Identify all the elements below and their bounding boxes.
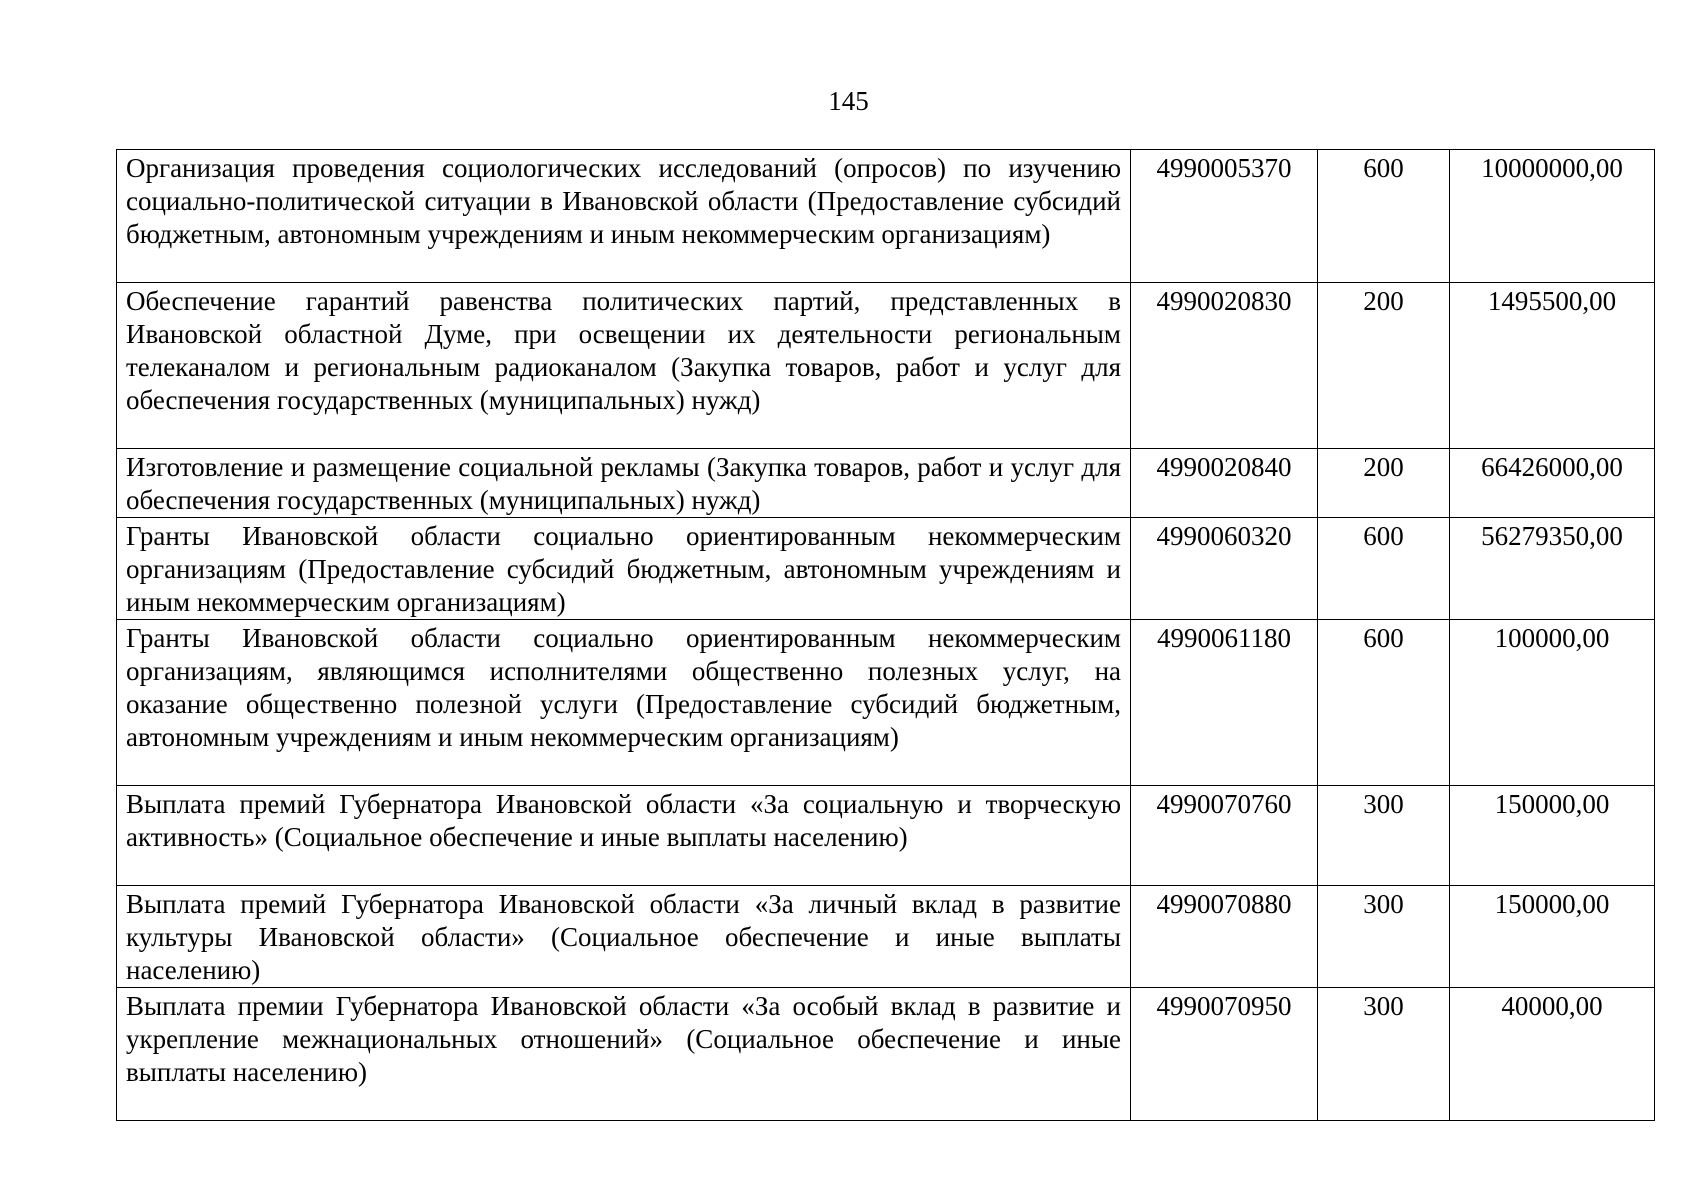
table-row [117,620,1655,786]
row-code: 4990061180 [1131,620,1318,786]
row-expense-type: 300 [1318,988,1450,1121]
row-code: 4990070950 [1131,988,1318,1121]
row-code: 4990060320 [1131,518,1318,620]
row-code: 4990070880 [1131,886,1318,988]
row-code: 4990005370 [1131,150,1318,283]
row-code: 4990020830 [1131,283,1318,449]
row-expense-type: 600 [1318,150,1450,283]
row-amount: 66426000,00 [1450,449,1655,518]
table-row [117,988,1655,1121]
row-description: Гранты Ивановской области социально ориентированным некоммерческим организациям (Предоставление субсидий бюджетным, автономным учреждениям и иным некоммерческим организациям) [117,518,1131,620]
row-expense-type: 600 [1318,518,1450,620]
row-description: Выплата премий Губернатора Ивановской области «За личный вклад в развитие культуры Ивановской области» (Социальное обеспечение и иные выплаты населению) [117,886,1131,988]
row-description: Гранты Ивановской области социально ориентированным некоммерческим организациям, являющимся исполнителями общественно полезных услуг, на оказание общественно полезной услуги (Предоставление субсидий бюджетным, автономным учреждениям и иным некоммерческим организациям) [117,620,1131,786]
budget-table [116,149,1655,1121]
table-row [117,449,1655,518]
row-expense-type: 600 [1318,620,1450,786]
row-amount: 150000,00 [1450,786,1655,886]
row-code: 4990020840 [1131,449,1318,518]
row-amount: 150000,00 [1450,886,1655,988]
row-description: Изготовление и размещение социальной рекламы (Закупка товаров, работ и услуг для обеспечения государственных (муниципальных) нужд) [117,449,1131,518]
row-amount: 40000,00 [1450,988,1655,1121]
table-row [117,786,1655,886]
row-code: 4990070760 [1131,786,1318,886]
table-row [117,283,1655,449]
table-row [117,886,1655,988]
row-amount: 100000,00 [1450,620,1655,786]
page-number: 145 [828,86,869,116]
row-amount: 56279350,00 [1450,518,1655,620]
row-description: Выплата премий Губернатора Ивановской области «За социальную и творческую активность» (Социальное обеспечение и иные выплаты населению) [117,786,1131,886]
row-expense-type: 300 [1318,786,1450,886]
row-amount: 1495500,00 [1450,283,1655,449]
row-expense-type: 200 [1318,283,1450,449]
row-description: Организация проведения социологических исследований (опросов) по изучению социально-политической ситуации в Ивановской области (Предоставление субсидий бюджетным, автономным учреждениям и иным некоммерческим организациям) [117,150,1131,283]
row-amount: 10000000,00 [1450,150,1655,283]
row-description: Выплата премии Губернатора Ивановской области «За особый вклад в развитие и укрепление межнациональных отношений» (Социальное обеспечение и иные выплаты населению) [117,988,1131,1121]
row-description: Обеспечение гарантий равенства политических партий, представленных в Ивановской областной Думе, при освещении их деятельности региональным телеканалом и региональным радиоканалом (Закупка товаров, работ и услуг для обеспечения государственных (муниципальных) нужд) [117,283,1131,449]
table-row [117,518,1655,620]
row-expense-type: 200 [1318,449,1450,518]
row-expense-type: 300 [1318,886,1450,988]
table-row [117,150,1655,283]
